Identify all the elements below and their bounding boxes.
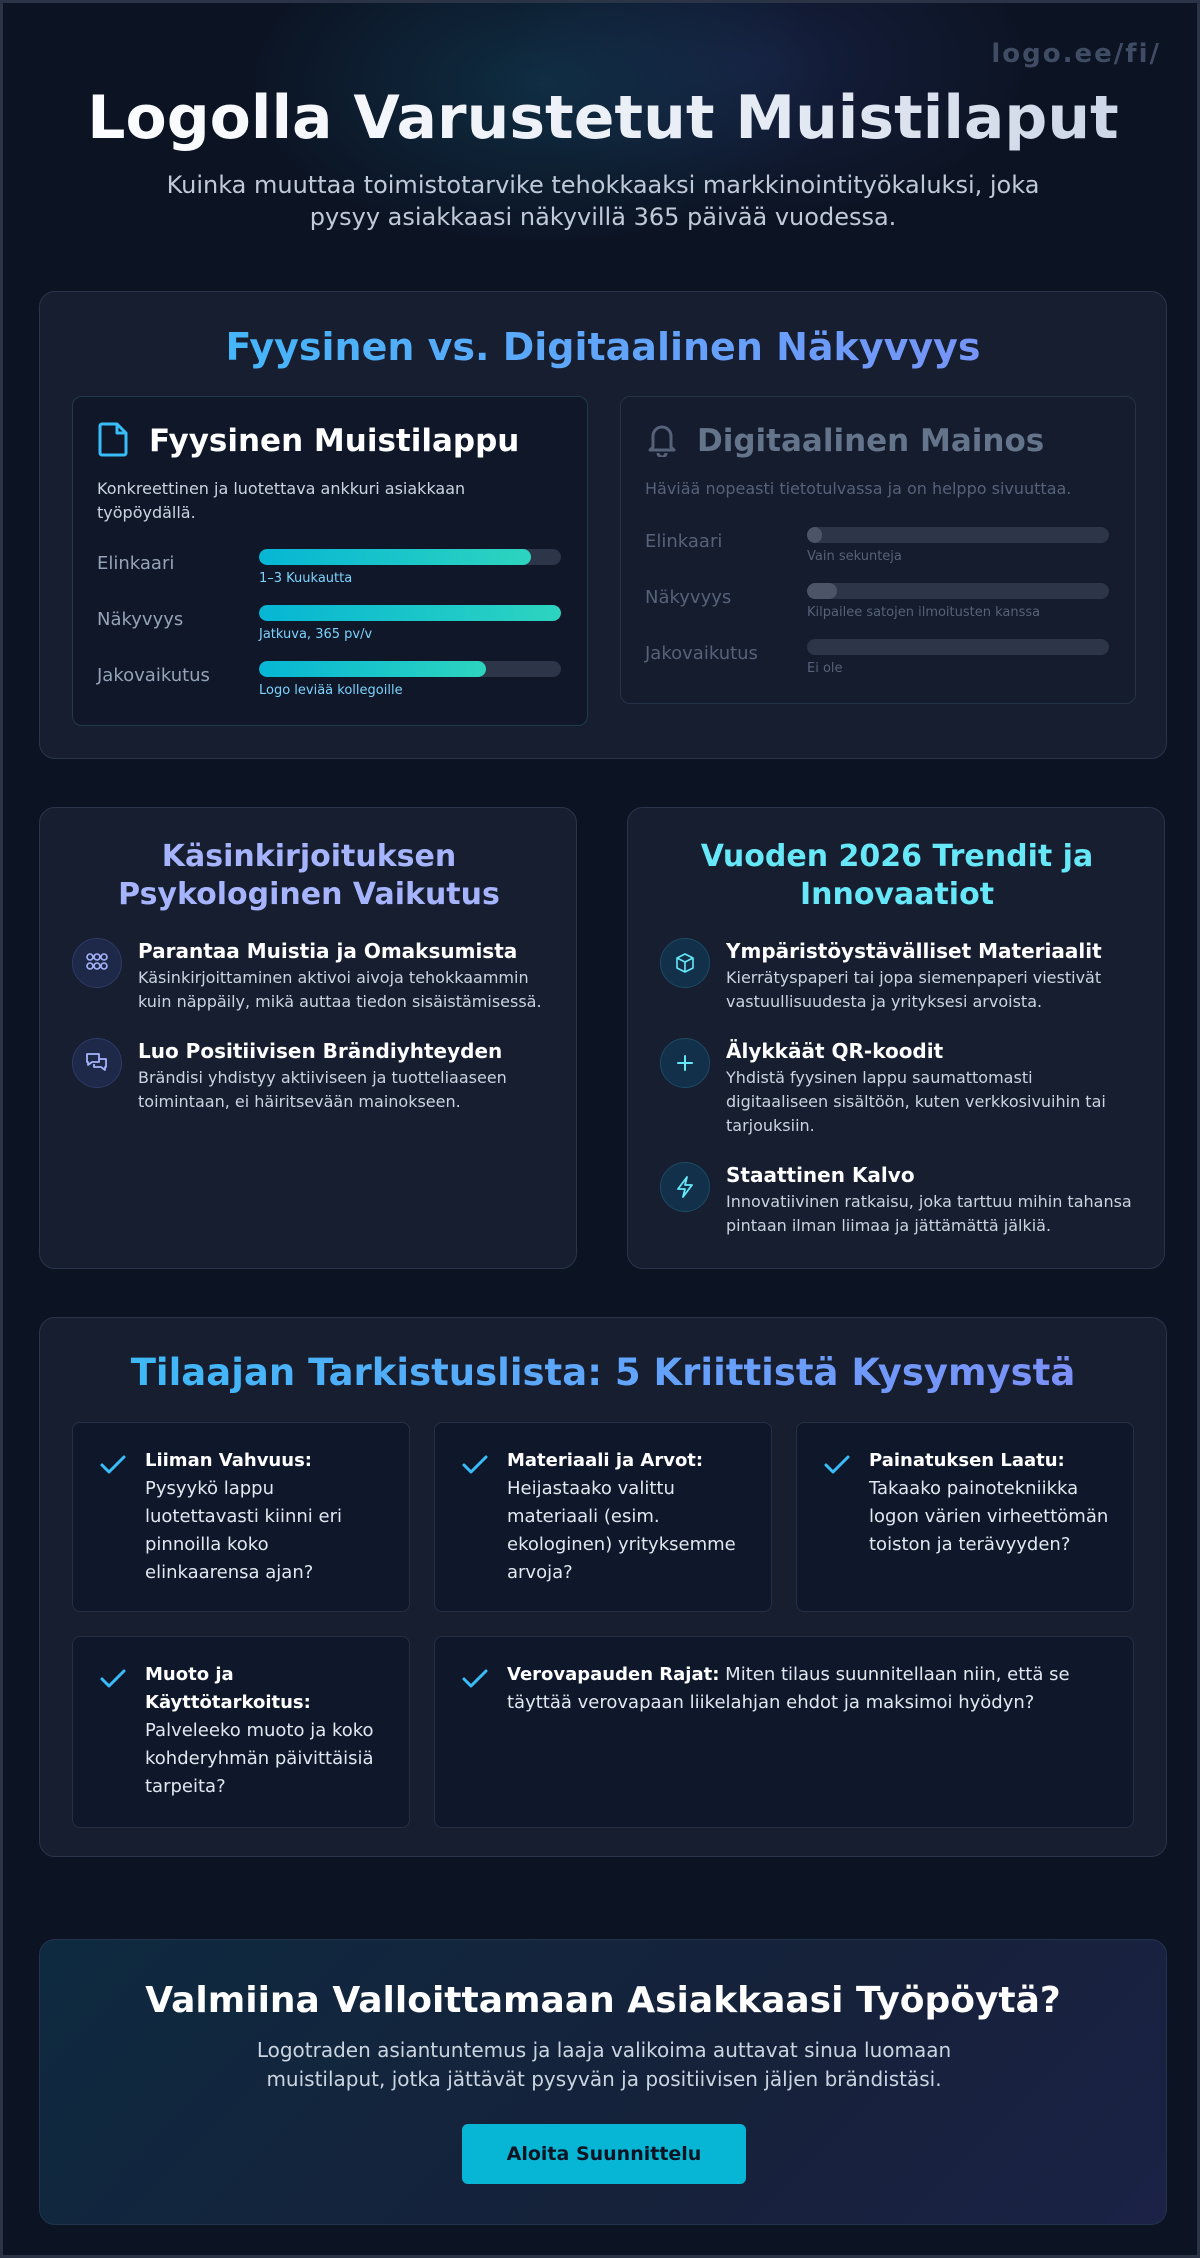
bell-icon	[645, 421, 679, 461]
page-title: Logolla Varustetut Muistilaput	[3, 81, 1200, 155]
checklist-section	[39, 1317, 1167, 1857]
metric-bar	[807, 583, 1109, 599]
metric-row	[97, 603, 565, 651]
metric-bar	[807, 527, 1109, 543]
metric-note: Jatkuva, 365 pv/v	[259, 627, 373, 642]
metric-note: Logo leviää kollegoille	[259, 683, 403, 698]
start-design-button[interactable]: Aloita Suunnittelu	[462, 2124, 746, 2184]
checklist-item-heading: Verovapauden Rajat:	[507, 1664, 720, 1685]
metric-note: Vain sekunteja	[807, 549, 902, 564]
feature-title: Parantaa Muistia ja Omaksumista	[138, 939, 518, 963]
checkmark-icon	[99, 1667, 127, 1691]
checklist-item	[72, 1422, 410, 1612]
cube-icon	[660, 938, 710, 988]
document-icon	[97, 421, 131, 461]
metric-label: Näkyvyys	[645, 587, 732, 608]
metric-label: Näkyvyys	[97, 609, 184, 630]
checklist-item-heading: Muoto ja Käyttötarkoitus:	[145, 1664, 311, 1713]
checklist-item-text: Heijastaako valittu materiaali (esim. ekologinen) yrityksemme arvoja?	[507, 1478, 736, 1583]
physical-description: Konkreettinen ja luotettava ankkuri asiakkaan työpöydällä.	[97, 479, 466, 522]
psychology-section	[39, 807, 577, 1269]
trends-section	[627, 807, 1165, 1269]
checklist-item	[72, 1636, 410, 1828]
checklist-item-heading: Materiaali ja Arvot:	[507, 1450, 704, 1471]
plus-icon	[660, 1038, 710, 1088]
chat-bubbles-icon	[72, 1038, 122, 1088]
site-watermark: logo.ee/fi/	[991, 39, 1161, 69]
metric-row	[645, 637, 1113, 685]
metric-bar	[259, 549, 561, 565]
feature-text: Brändisi yhdistyy aktiiviseen ja tuotteliaaseen toimintaan, ei häiritsevään mainokseen.	[138, 1068, 507, 1111]
checklist-item-heading: Liiman Vahvuus:	[145, 1450, 312, 1471]
comparison-title: Fyysinen vs. Digitaalinen Näkyvyys	[40, 322, 1166, 372]
physical-title: Fyysinen Muistilappu	[149, 423, 520, 459]
digital-description: Häviää nopeasti tietotulvassa ja on helppo sivuuttaa.	[645, 479, 1072, 498]
digital-title: Digitaalinen Mainos	[697, 423, 1045, 459]
checkmark-icon	[461, 1667, 489, 1691]
checkmark-icon	[823, 1453, 851, 1477]
checkmark-icon	[461, 1453, 489, 1477]
trends-title: Vuoden 2026 Trendit ja Innovaatiot	[700, 839, 1094, 912]
checklist-item	[434, 1636, 1134, 1828]
metric-bar	[259, 661, 561, 677]
checklist-item	[434, 1422, 772, 1612]
feature-text: Kierrätyspaperi tai jopa siemenpaperi viestivät vastuullisuudesta ja yrityksesi arvoista.	[726, 968, 1102, 1011]
checklist-item-heading: Painatuksen Laatu:	[869, 1450, 1065, 1471]
digital-panel	[620, 396, 1136, 704]
cta-title: Valmiina Valloittamaan Asiakkaasi Työpöytä?	[145, 1980, 1061, 2021]
cta-section	[39, 1939, 1167, 2225]
metric-row	[645, 581, 1113, 629]
comparison-section	[39, 291, 1167, 759]
metric-label: Jakovaikutus	[645, 643, 758, 664]
metric-row	[645, 525, 1113, 573]
checklist-title: Tilaajan Tarkistuslista: 5 Kriittistä Kysymystä	[40, 1348, 1166, 1398]
metric-bar	[259, 605, 561, 621]
checkmark-icon	[99, 1453, 127, 1477]
metric-label: Jakovaikutus	[97, 665, 210, 686]
feature-text: Innovatiivinen ratkaisu, joka tarttuu mihin tahansa pintaan ilman liimaa ja jättämättä jälkiä.	[726, 1192, 1132, 1235]
lightning-icon	[660, 1162, 710, 1212]
checklist-item-text: Pysyykö lappu luotettavasti kiinni eri pinnoilla koko elinkaarensa ajan?	[145, 1478, 342, 1583]
checklist-item-text: Takaako painotekniikka logon värien virheettömän toiston ja terävyyden?	[869, 1478, 1109, 1555]
feature-text: Käsinkirjoittaminen aktivoi aivoja tehokkaammin kuin näppäily, mikä auttaa tiedon sisäistämisessä.	[138, 968, 542, 1011]
metric-label: Elinkaari	[97, 553, 175, 574]
metric-row	[97, 547, 565, 595]
checklist-item-text: Palveleeko muoto ja koko kohderyhmän päivittäisiä tarpeita?	[145, 1720, 374, 1797]
page-subtitle: Kuinka muuttaa toimistotarvike tehokkaaksi markkinointityökaluksi, joka pysyy asiakkaasi näkyvillä 365 päivää vuodessa.	[166, 171, 1040, 231]
metric-note: 1–3 Kuukautta	[259, 571, 353, 586]
feature-title: Staattinen Kalvo	[726, 1163, 915, 1187]
feature-title: Luo Positiivisen Brändiyhteyden	[138, 1039, 503, 1063]
feature-title: Älykkäät QR-koodit	[726, 1039, 944, 1063]
psychology-title: Käsinkirjoituksen Psykologinen Vaikutus	[118, 839, 500, 912]
checklist-item	[796, 1422, 1134, 1612]
metric-note: Kilpailee satojen ilmoitusten kanssa	[807, 605, 1041, 620]
brain-grid-icon	[72, 938, 122, 988]
metric-label: Elinkaari	[645, 531, 723, 552]
hero	[3, 81, 1200, 233]
metric-note: Ei ole	[807, 661, 843, 676]
feature-text: Yhdistä fyysinen lappu saumattomasti digitaaliseen sisältöön, kuten verkkosivuihin tai tarjouksiin.	[726, 1068, 1106, 1135]
cta-text: Logotraden asiantuntemus ja laaja valikoima auttavat sinua luomaan muistilaput, jotka jättävät pysyvän ja positiivisen jäljen brändistäsi.	[256, 2038, 952, 2091]
checklist-item-text: Miten tilaus suunnitellaan niin, että se täyttää verovapaan liikelahjan ehdot ja maksimoi hyödyn?	[507, 1664, 1070, 1713]
metric-bar	[807, 639, 1109, 655]
physical-panel	[72, 396, 588, 726]
feature-title: Ympäristöystävälliset Materiaalit	[726, 939, 1102, 963]
metric-row	[97, 659, 565, 707]
